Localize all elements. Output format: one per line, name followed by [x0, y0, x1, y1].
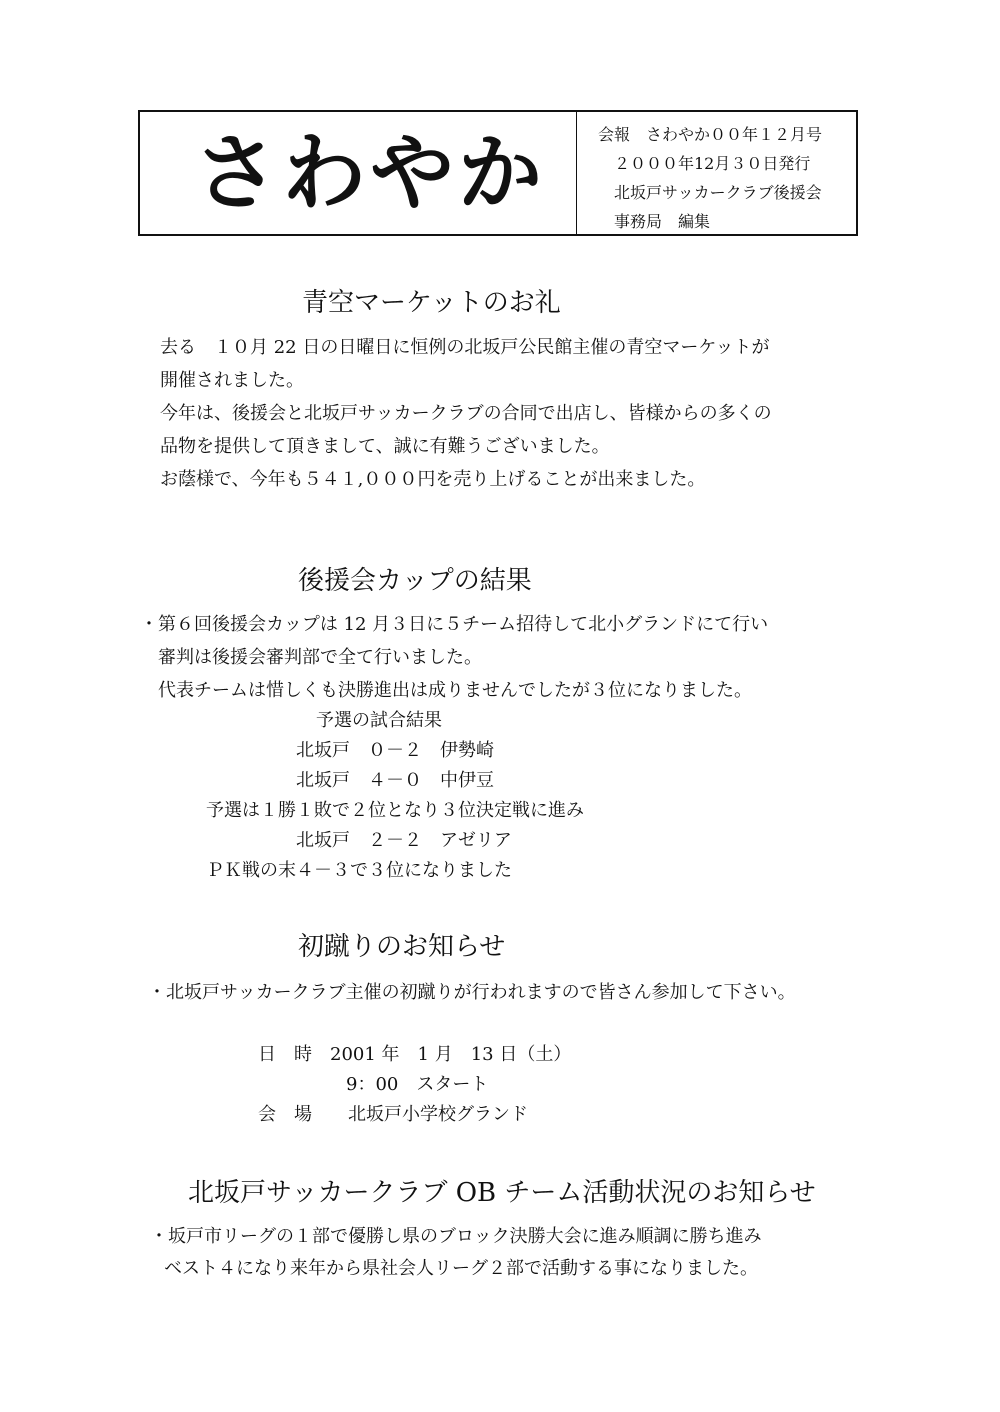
publisher: 北坂戸サッカークラブ後援会 — [614, 183, 822, 202]
paragraph-line: 品物を提供して頂きまして、誠に有難うございました。 — [160, 436, 610, 457]
paragraph-line: ・坂戸市リーグの１部で優勝し県のブロック決勝大会に進み順調に勝ち進み — [150, 1226, 762, 1247]
masthead-box — [138, 110, 858, 236]
issue-name: 会報 さわやか００年１２月号 — [598, 125, 823, 144]
section-heading-market-thanks: 青空マーケットのお礼 — [302, 288, 561, 318]
paragraph-line: 審判は後援会審判部で全て行いました。 — [158, 647, 482, 668]
paragraph-line: 代表チームは惜しくも決勝進出は成りませんでしたが３位になりました。 — [158, 680, 752, 701]
section-heading-first-kick: 初蹴りのお知らせ — [298, 932, 506, 962]
match-result: 北坂戸 ２－２ アゼリア — [296, 830, 512, 851]
masthead-info — [588, 120, 854, 236]
section-heading-cup-results: 後援会カップの結果 — [298, 566, 532, 596]
paragraph-line: 今年は、後援会と北坂戸サッカークラブの合同で出店し、皆様からの多くの — [160, 403, 772, 424]
match-result: 北坂戸 ４－０ 中伊豆 — [296, 770, 494, 791]
newsletter-title: さわやか — [193, 124, 546, 222]
event-venue: 会 場 北坂戸小学校グランド — [258, 1104, 528, 1125]
paragraph-line: ベスト４になり来年から県社会人リーグ２部で活動する事になりました。 — [164, 1258, 758, 1279]
event-date: 日 時 2001 年 1 月 13 日（土） — [258, 1044, 572, 1065]
results-subheading: 予選の試合結果 — [316, 710, 442, 731]
paragraph-line: 開催されました。 — [160, 370, 304, 391]
match-result: 北坂戸 ０－２ 伊勢崎 — [296, 740, 494, 761]
paragraph-line: 予選は１勝１敗で２位となり３位決定戦に進み — [206, 800, 584, 821]
masthead-title-cell — [140, 112, 577, 234]
editor: 事務局 編集 — [614, 212, 711, 231]
issue-date: ２０００年12月３０日発行 — [614, 154, 811, 173]
paragraph-line: 去る １０月 22 日の日曜日に恒例の北坂戸公民館主催の青空マーケットが — [160, 337, 770, 358]
paragraph-line: ＰＫ戦の末４－３で３位になりました — [206, 860, 512, 881]
paragraph-line: ・第６回後援会カップは 12 月３日に５チーム招待して北小グランドにて行い — [140, 614, 769, 635]
paragraph-line: ・北坂戸サッカークラブ主催の初蹴りが行われますので皆さん参加して下さい。 — [148, 982, 796, 1003]
paragraph-line: お蔭様で、今年も５４１,０００円を売り上げることが出来ました。 — [160, 469, 706, 490]
event-time: 9：00 スタート — [346, 1074, 489, 1095]
section-heading-ob-team: 北坂戸サッカークラブ OB チーム活動状況のお知らせ — [188, 1178, 816, 1208]
